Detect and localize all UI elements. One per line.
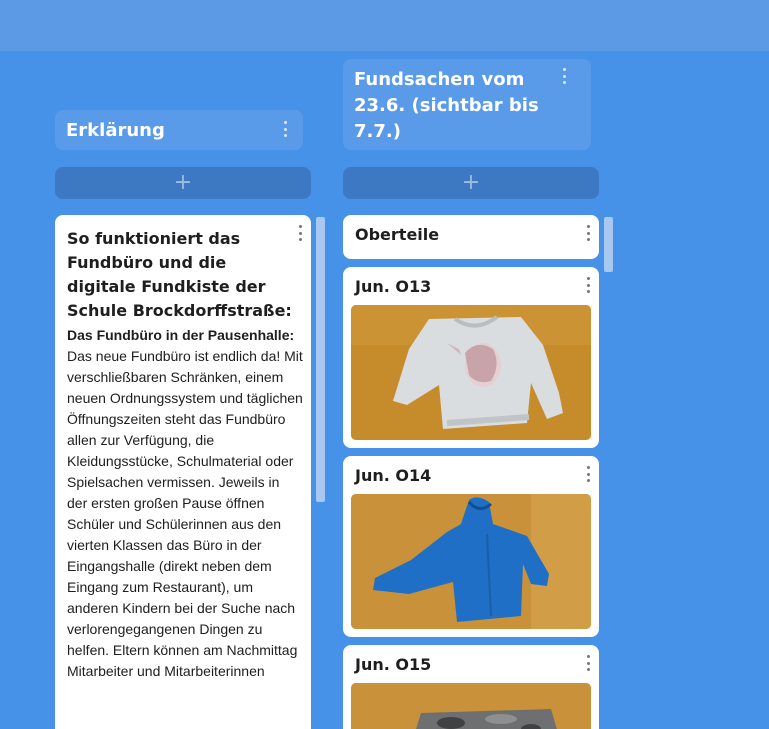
card-title: So funktioniert das Fundbüro und die digitale Fundkiste der Schule Brockdorffstraße: [67,229,292,320]
more-options-icon[interactable] [282,121,288,137]
card-menu-icon[interactable] [585,655,591,671]
card-description: Das neue Fundbüro ist endlich da! Mit verschließbaren Schränken, einem neuen Ordnungssystem und täglichen Öffnungszeiten steht das Fundbüro allen zur Verfügung, die Kleidungsstücke, Schulmaterial oder Spielsachen vermissen. Jeweils in der ersten großen Pause öffnen Schüler und Schülerinnen aus den vierten Klassen das Büro in der Eingangshalle (direkt neben dem Eingang zum Restaurant), um anderen Kindern bei der Suche nach verlorengegangenen Dingen zu helfen. Eltern können am Nachmittag Mitarbeiter und Mitarbeiterinnen [67,348,303,679]
card-menu-icon[interactable] [585,277,591,293]
card-title: Jun. O13 [355,277,432,296]
top-bar [0,0,769,51]
column-scrollbar[interactable] [316,217,325,502]
plus-icon: + [173,170,193,195]
add-card-button[interactable] [55,167,311,199]
card-jun-o14[interactable] [343,456,599,637]
explanation-card[interactable] [55,215,311,729]
card-subheading: Das Fundbüro in der Pausenhalle: [67,327,295,343]
card-title: Jun. O14 [355,466,432,485]
column-header-erklaerung[interactable] [55,110,303,150]
column-title: Fundsachen vom 23.6. (sichtbar bis 7.7.) [354,69,539,142]
gray-unicorn-sweatshirt-photo[interactable] [351,305,591,440]
card-jun-o13[interactable] [343,267,599,448]
add-card-button[interactable] [343,167,599,199]
column-title: Erklärung [66,120,165,141]
more-options-icon[interactable] [561,68,567,84]
blue-hoodie-photo[interactable] [351,494,591,629]
card-jun-o15[interactable] [343,645,599,729]
card-title: Oberteile [355,225,440,244]
card-menu-icon[interactable] [297,225,303,241]
camouflage-shirt-photo[interactable] [351,683,591,729]
card-menu-icon[interactable] [585,466,591,482]
column-header-fundsachen[interactable] [343,59,591,150]
column-scrollbar[interactable] [604,217,613,272]
card-title: Jun. O15 [355,655,432,674]
card-body [67,325,303,682]
card-menu-icon[interactable] [585,225,591,241]
card-oberteile[interactable] [343,215,599,259]
plus-icon: + [461,170,481,195]
